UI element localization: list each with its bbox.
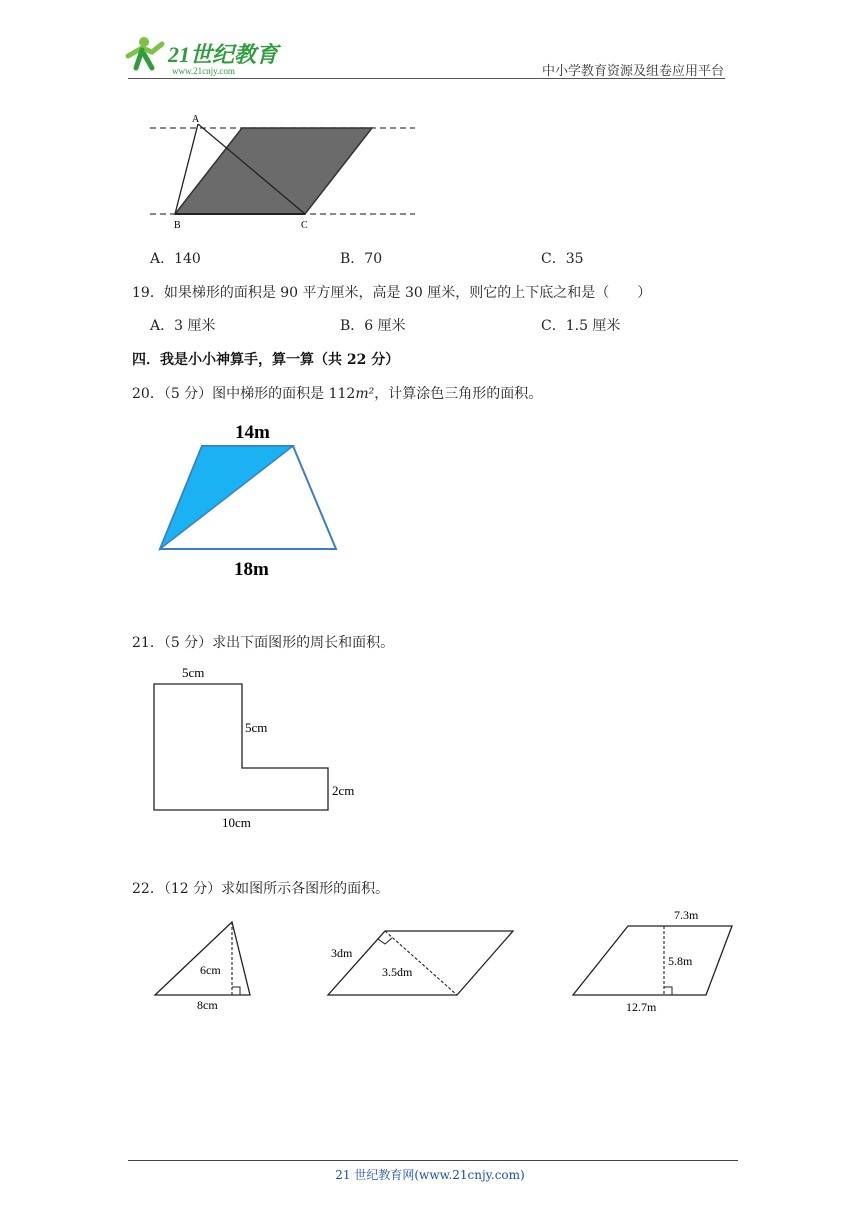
q19-option-b: B．6 厘米 (340, 318, 406, 334)
q21-right-label: 2cm (332, 783, 355, 798)
point-a-label: A (192, 114, 200, 125)
q18-option-b: B．70 (340, 251, 383, 267)
q21-text: 21．（5 分）求出下面图形的周长和面积。 (132, 635, 395, 651)
q20-text-suffix: ，计算涂色三角形的面积。 (374, 386, 543, 402)
fig3-top-label: 7.3m (674, 908, 699, 922)
q19-text: 19．如果梯形的面积是 90 平方厘米，高是 30 厘米，则它的上下底之和是（ ） (132, 285, 652, 301)
shaded-parallelogram (175, 128, 372, 214)
q22-text: 22．（12 分）求如图所示各图形的面积。 (132, 881, 390, 897)
q19-option-a: A．3 厘米 (150, 318, 216, 334)
point-b-label: B (174, 220, 181, 231)
q20-unit: m² (355, 386, 375, 402)
header-divider (128, 78, 725, 79)
point-c-label: C (301, 220, 308, 231)
triangle (155, 922, 250, 995)
q18-option-a: A．140 (150, 251, 201, 267)
q20-text (132, 383, 542, 403)
fig1-height-label: 6cm (200, 963, 221, 977)
section-4-title: 四．我是小小神算手，算一算（共 22 分） (132, 352, 400, 368)
header-platform-text: 中小学教育资源及组卷应用平台 (541, 64, 724, 79)
q20-top-label: 14m (235, 422, 270, 443)
q22-trapezoid-figure (568, 905, 748, 1015)
fig3-bottom-label: 12.7m (626, 1000, 657, 1014)
q19-option-c: C．1.5 厘米 (541, 318, 621, 334)
site-logo (122, 34, 292, 78)
q21-l-shape-figure (148, 660, 378, 835)
q18-option-c: C．35 (541, 251, 584, 267)
logo-title: 21世纪教育 (168, 42, 279, 67)
footer-text[interactable]: 21 世纪教育网(www.21cnjy.com) (335, 1168, 525, 1182)
logo-subtitle: www.21cnjy.com (172, 66, 235, 76)
q18-figure (150, 112, 420, 232)
q21-mid-label: 5cm (245, 720, 268, 735)
trapezoid-2 (573, 926, 732, 995)
footer-divider (128, 1160, 738, 1161)
q22-parallelogram-figure (325, 920, 520, 1005)
fig3-height-label: 5.8m (668, 954, 693, 968)
q20-bottom-label: 18m (234, 559, 269, 580)
q20-trapezoid-figure (150, 416, 350, 586)
fig2-side-label: 3dm (331, 946, 353, 960)
fig2-height-label: 3.5dm (382, 965, 413, 979)
q21-bottom-label: 10cm (222, 815, 251, 830)
q20-text-prefix: 20．（5 分）图中梯形的面积是 112 (132, 386, 356, 402)
q21-top-label: 5cm (182, 665, 205, 680)
q22-triangle-figure (150, 915, 260, 1015)
runner-logo-icon (128, 37, 162, 68)
l-shape (154, 684, 328, 810)
fig1-base-label: 8cm (197, 998, 218, 1012)
